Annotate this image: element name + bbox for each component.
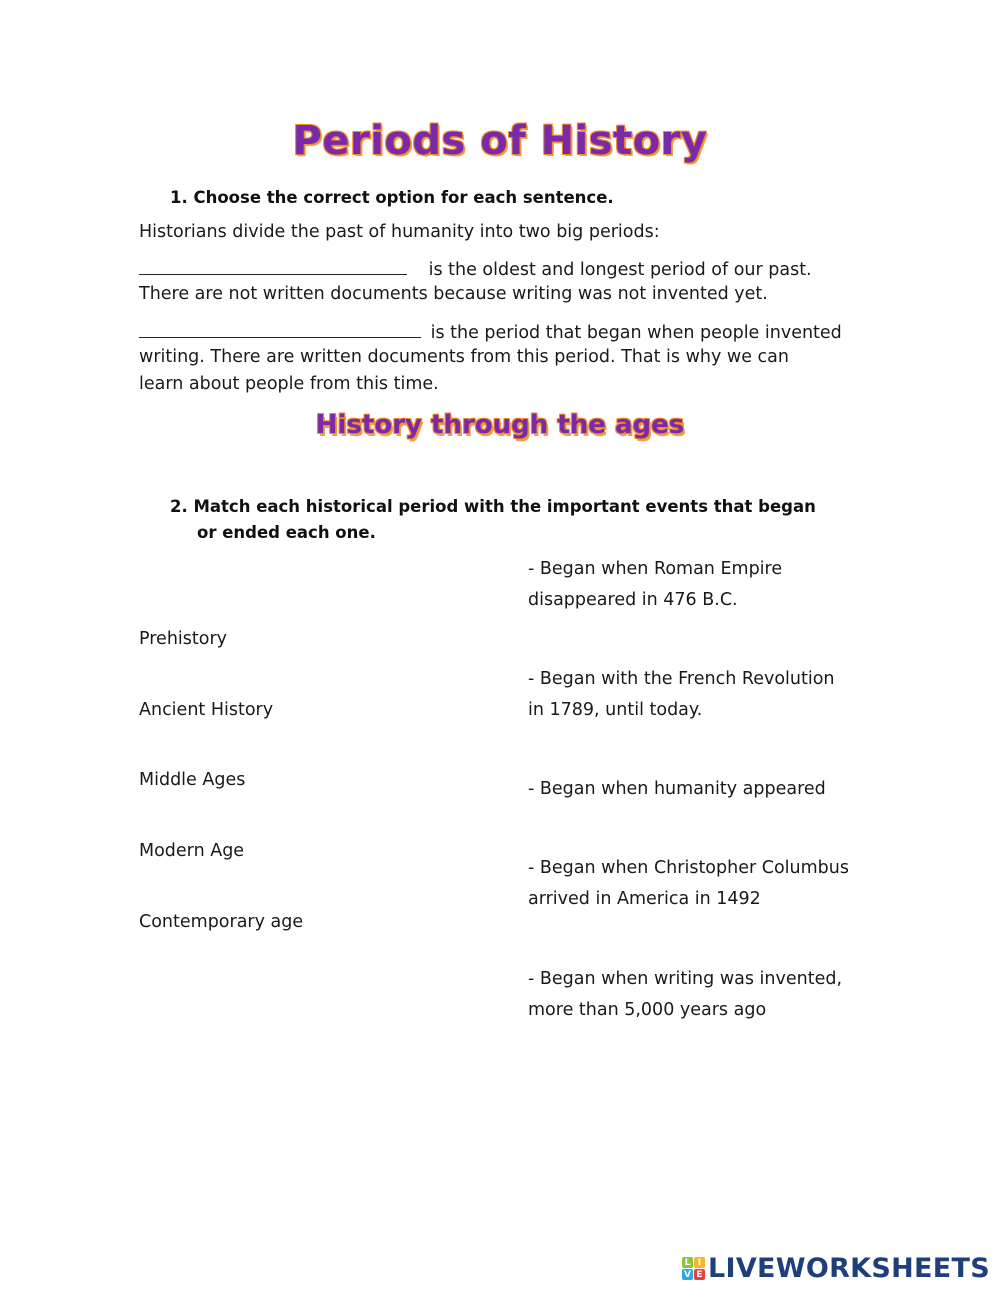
answer-blank-1[interactable] — [139, 257, 407, 275]
question-2-instruction-line-1: 2. Match each historical period with the important events that began — [170, 497, 816, 516]
event-writing-invented[interactable]: - Began when writing was invented, more than 5,000 years ago — [528, 969, 843, 1020]
sentence-1: is the oldest and longest period of our past. — [139, 257, 812, 280]
question-1-instruction: 1. Choose the correct option for each sentence. — [170, 188, 614, 207]
event-roman-empire[interactable]: - Began when Roman Empire disappeared in 476 B.C. — [528, 559, 783, 610]
period-prehistory[interactable]: Prehistory — [139, 629, 228, 649]
sentence-2-line-2: writing. There are written documents from this period. That is why we can — [139, 347, 789, 367]
event-french-revolution[interactable]: - Began with the French Revolution in 1789, until today. — [528, 669, 835, 720]
sentence-2-line-3: learn about people from this time. — [139, 374, 439, 394]
answer-blank-2[interactable] — [139, 320, 421, 338]
period-contemporary-age[interactable]: Contemporary age — [139, 912, 304, 932]
worksheet-title: Periods of History — [292, 118, 708, 164]
period-ancient-history[interactable]: Ancient History — [139, 700, 274, 720]
sentence-1-line-2: There are not written documents because writing was not invented yet. — [139, 284, 768, 304]
live-blocks-icon: L I V E — [682, 1257, 705, 1280]
logo-text: LIVEWORKSHEETS — [707, 1253, 990, 1284]
period-middle-ages[interactable]: Middle Ages — [139, 770, 246, 790]
intro-text: Historians divide the past of humanity into two big periods: — [139, 222, 660, 242]
sentence-2: is the period that began when people invented — [139, 320, 842, 343]
liveworksheets-logo — [682, 1253, 990, 1284]
period-modern-age[interactable]: Modern Age — [139, 841, 245, 861]
event-columbus[interactable]: - Began when Christopher Columbus arrived in America in 1492 — [528, 858, 849, 909]
event-humanity-appeared[interactable]: - Began when humanity appeared — [528, 779, 826, 799]
section-subtitle: History through the ages — [315, 410, 685, 440]
question-2-instruction-line-2: or ended each one. — [197, 523, 376, 542]
